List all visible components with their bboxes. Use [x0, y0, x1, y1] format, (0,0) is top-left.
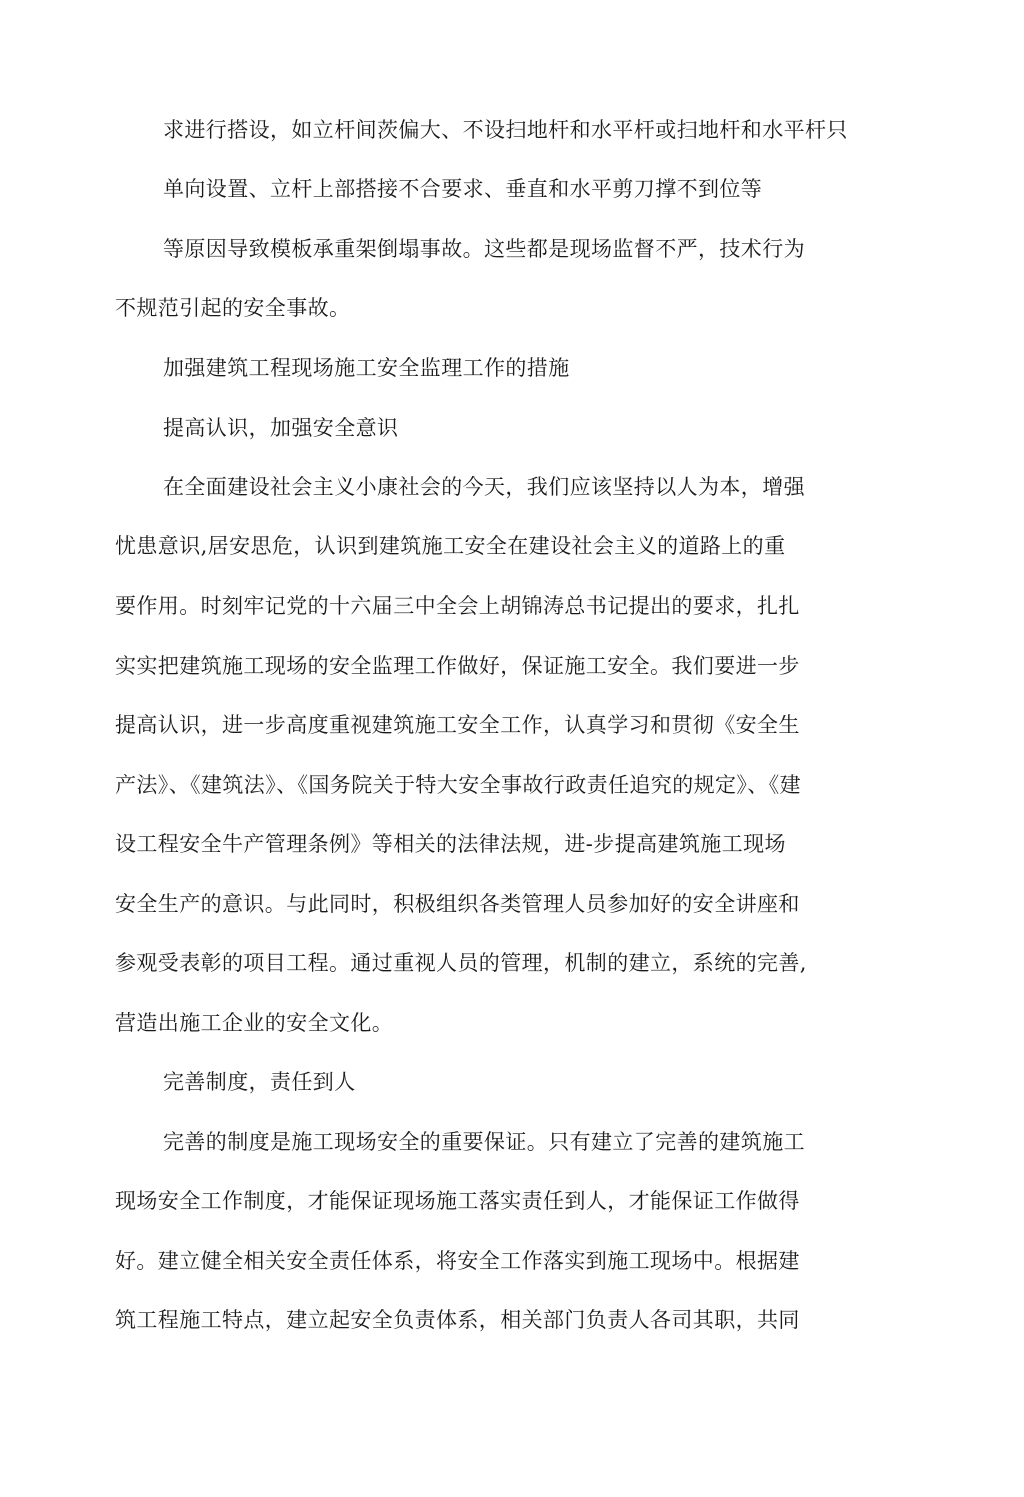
text-line: 完善的制度是施工现场安全的重要保证。只有建立了完善的建筑施工	[163, 1130, 805, 1154]
section-heading: 加强建筑工程现场施工安全监理工作的措施	[163, 356, 570, 380]
text-line: 要作用。时刻牢记党的十六届三中全会上胡锦涛总书记提出的要求，扎扎	[115, 594, 800, 618]
text-line: 现场安全工作制度，才能保证现场施工落实责任到人，才能保证工作做得	[115, 1189, 800, 1213]
text-line: 设工程安全牛产管理条例》等相关的法律法规，进-步提高建筑施工现场	[115, 832, 786, 856]
text-line: 安全生产的意识。与此同时，积极组织各类管理人员参加好的安全讲座和	[115, 892, 800, 916]
text-line: 筑工程施工特点，建立起安全负责体系，相关部门负责人各司其职，共同	[115, 1308, 800, 1332]
text-line: 忧患意识,居安思危，认识到建筑施工安全在建设社会主义的道路上的重	[115, 534, 786, 558]
text-line: 参观受表彰的项目工程。通过重视人员的管理，机制的建立，系统的完善,	[115, 951, 807, 975]
text-line: 好。建立健全相关安全责任体系，将安全工作落实到施工现场中。根据建	[115, 1249, 800, 1273]
text-line: 产法》、《建筑法》、《国务院关于特大安全事故行政责任追究的规定》、《建	[115, 773, 801, 797]
subsection-heading: 完善制度，责任到人	[163, 1070, 356, 1094]
text-line: 提高认识，进一步高度重视建筑施工安全工作，认真学习和贯彻《安全生	[115, 713, 800, 737]
text-line: 等原因导致模板承重架倒塌事故。这些都是现场监督不严，技术行为	[163, 237, 805, 261]
text-line: 实实把建筑施工现场的安全监理工作做好，保证施工安全。我们要进一步	[115, 654, 800, 678]
text-line: 在全面建设社会主义小康社会的今天，我们应该坚持以人为本，增强	[163, 475, 805, 499]
text-line: 不规范引起的安全事故。	[115, 296, 351, 320]
text-line: 单向设置、立杆上部搭接不合要求、垂直和水平剪刀撑不到位等	[163, 177, 763, 201]
text-line: 营造出施工企业的安全文化。	[115, 1011, 394, 1035]
text-line: 求进行搭设，如立杆间茨偏大、不设扫地杆和水平杆或扫地杆和水平杆只	[163, 118, 848, 142]
subsection-heading: 提高认识，加强安全意识	[163, 416, 399, 440]
